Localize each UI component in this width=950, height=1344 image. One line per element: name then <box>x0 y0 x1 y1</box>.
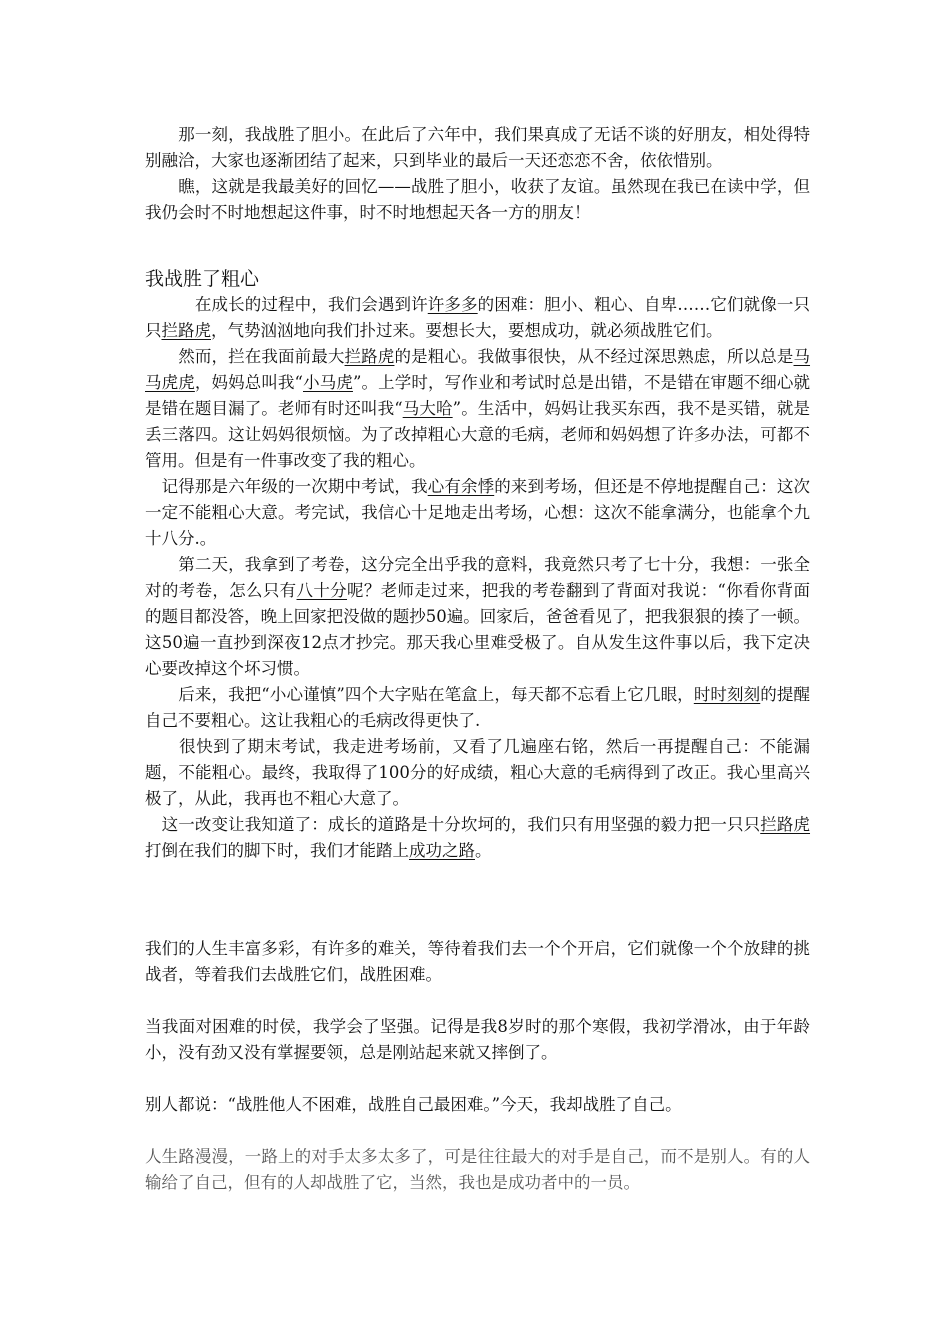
essay-paragraph <box>145 812 810 864</box>
paragraph: 那一刻，我战胜了胆小。在此后了六年中，我们果真成了无话不谈的好朋友，相处得特别融洽，大家也逐渐团结了起来，只到毕业的最后一天还恋恋不舍，依依惜别。 <box>145 125 810 170</box>
paragraph: 瞧，这就是我最美好的回忆——战胜了胆小，收获了友谊。虽然现在我已在读中学，但我仍会时不时地想起这件事，时不时地想起天各一方的朋友！ <box>145 177 810 222</box>
underlined-phrase: 拦路虎 <box>760 815 811 834</box>
essay-paragraph <box>145 474 810 552</box>
essay-title: 我战胜了粗心 <box>145 268 260 290</box>
text-run: ，气势汹汹地向我们扑过来。要想长大，要想成功，就必须战胜它们。 <box>211 321 723 340</box>
text-run: 然而，拦在我面前最大 <box>145 347 345 366</box>
essay-paragraph <box>145 734 810 812</box>
text-run: ”。上学时，写作业和考试时总是出错，不是错在审题不细心就是错在题目漏了。老师有时还叫我“ <box>145 373 811 418</box>
paragraph: 我们的人生丰富多彩，有许多的难关，等待着我们去一个个开启，它们就像一个个放肆的挑战者，等着我们去战胜它们，战胜困难。 <box>145 939 810 984</box>
underlined-phrase: 时时刻刻 <box>693 685 761 704</box>
underlined-phrase: 拦路虎 <box>161 321 211 340</box>
text-run: ”。生活中，妈妈让我买东西，我不是买错，就是丢三落四。这让妈妈很烦恼。为了改掉粗心大意的毛病，老师和妈妈想了许多办法，可都不管用。但是有一件事改变了我的粗心。 <box>145 399 811 470</box>
text-run: 记得那是六年级的一次期中考试，我 <box>145 477 428 496</box>
text-run: 的提醒自己不要粗心。这让我粗心的毛病改得更快了. <box>145 685 811 730</box>
text-run: 很快到了期末考试，我走进考场前，又看了几遍座右铭，然后一再提醒自己：不能漏题，不能粗心。最终，我取得了100分的好成绩，粗心大意的毛病得到了改正。我心里高兴极了，从此，我再也不粗心大意了。 <box>145 737 810 808</box>
paragraph: 别人都说：“战胜他人不困难，战胜自己最困难。”今天，我却战胜了自己。 <box>145 1095 682 1114</box>
text-run: 在成长的过程中，我们会遇到许 <box>145 295 428 314</box>
underlined-phrase: 成功之路 <box>409 841 475 860</box>
text-run: 的困难：胆小、粗心、自卑……它们就像一只只 <box>145 295 811 340</box>
text-run: 呢？老师走过来，把我的考卷翻到了背面对我说：“你看你背面的题目都没答，晚上回家把没做的题抄50遍。回家后，爸爸看见了，把我狠狠的揍了一顿。这50遍一直抄到深夜12点才抄完。那天我心里难受极了。自从发生这件事以后，我下定决心要改掉这个坏习惯。 <box>145 581 811 678</box>
text-run: 的是粗心。我做事很快，从不经过深思熟虑，所以总是 <box>394 347 794 366</box>
underlined-phrase: 拦路虎 <box>344 347 395 366</box>
paragraph: 当我面对困难的时侯，我学会了坚强。记得是我8岁时的那个寒假，我初学滑冰，由于年龄小，没有劲又没有掌握要领，总是刚站起来就又摔倒了。 <box>145 1017 810 1062</box>
underlined-phrase: 小马虎 <box>303 373 353 392</box>
essay-body <box>145 292 810 864</box>
text-run: 。 <box>475 841 492 860</box>
document-page <box>145 122 810 1196</box>
text-run: 的来到考场，但还是不停地提醒自己：这次一定不能粗心大意。考完试，我信心十足地走出考场，心想：这次不能拿满分，也能拿个九十八分.。 <box>145 477 811 548</box>
text-run: 打倒在我们的脚下时，我们才能踏上 <box>145 841 409 860</box>
essay-paragraph <box>145 552 810 682</box>
underlined-phrase: 马大哈 <box>402 399 453 418</box>
text-run: 这一改变让我知道了：成长的道路是十分坎坷的，我们只有用坚强的毅力把一只只 <box>145 815 761 834</box>
essay-paragraph <box>145 344 810 474</box>
text-run: 后来，我把“小心谨慎”四个大字贴在笔盒上，每天都不忘看上它几眼， <box>145 685 694 704</box>
essay-paragraph <box>145 292 810 344</box>
essay-paragraph <box>145 682 810 734</box>
text-run: 第二天，我拿到了考卷，这分完全出乎我的意料，我竟然只考了七十分，我想：一张全对的考卷，怎么只有 <box>145 555 810 600</box>
paragraph: 人生路漫漫，一路上的对手太多太多了，可是往往最大的对手是自己，而不是别人。有的人输给了自己，但有的人却战胜了它，当然，我也是成功者中的一员。 <box>145 1147 810 1192</box>
text-run: ，妈妈总叫我“ <box>194 373 303 392</box>
underlined-phrase: 马马虎虎 <box>145 347 811 392</box>
underlined-phrase: 八十分 <box>296 581 348 600</box>
underlined-phrase: 许多多 <box>427 295 478 314</box>
underlined-phrase: 心有余悸 <box>427 477 495 496</box>
